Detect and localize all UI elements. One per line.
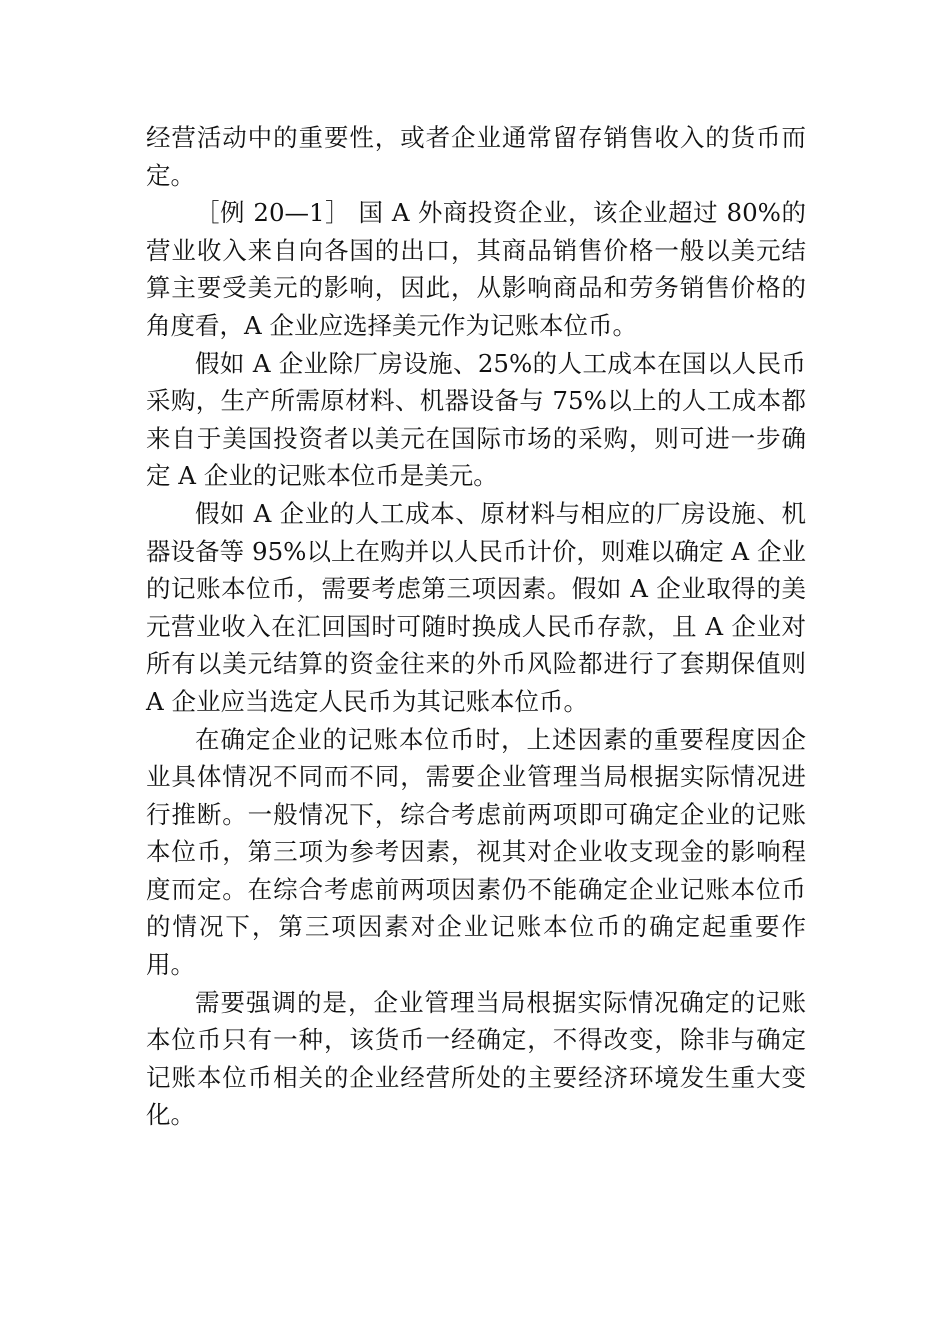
- paragraph-continuation: 经营活动中的重要性，或者企业通常留存销售收入的货币而定。: [146, 123, 806, 190]
- paragraph-usd-case: 假如 A 企业除厂房设施、25%的人工成本在国以人民币采购，生产所需原材料、机器设备与 75%以上的人工成本都来自于美国投资者以美元在国际市场的采购，则可进一步确定 A 企业的记账本位币是美元。: [146, 348, 806, 491]
- paragraph-emphasis: 需要强调的是，企业管理当局根据实际情况确定的记账本位币只有一种，该货币一经确定，不得改变，除非与确定记账本位币相关的企业经营所处的主要经济环境发生重大变化。: [146, 987, 806, 1130]
- document-body: [146, 119, 806, 1134]
- paragraph-rmb-case: 假如 A 企业的人工成本、原材料与相应的厂房设施、机器设备等 95%以上在购并以人民币计价，则难以确定 A 企业的记账本位币，需要考虑第三项因素。假如 A 企业取得的美元营业收入在汇回国时可随时换成人民币存款，且 A 企业对所有以美元结算的资金往来的外币风险都进行了套期保值则 A 企业应当选定人民币为其记账本位币。: [146, 498, 806, 716]
- paragraph-example-20-1: ［例 20—1］ 国 A 外商投资企业，该企业超过 80%的营业收入来自向各国的出口，其商品销售价格一般以美元结算主要受美元的影响，因此，从影响商品和劳务销售价格的角度看，A 企业应选择美元作为记账本位币。: [146, 198, 806, 340]
- paragraph-factor-importance: 在确定企业的记账本位币时，上述因素的重要程度因企业具体情况不同而不同，需要企业管理当局根据实际情况进行推断。一般情况下，综合考虑前两项即可确定企业的记账本位币，第三项为参考因素，视其对企业收支现金的影响程度而定。在综合考虑前两项因素仍不能确定企业记账本位币的情况下，第三项因素对企业记账本位币的确定起重要作用。: [146, 724, 806, 980]
